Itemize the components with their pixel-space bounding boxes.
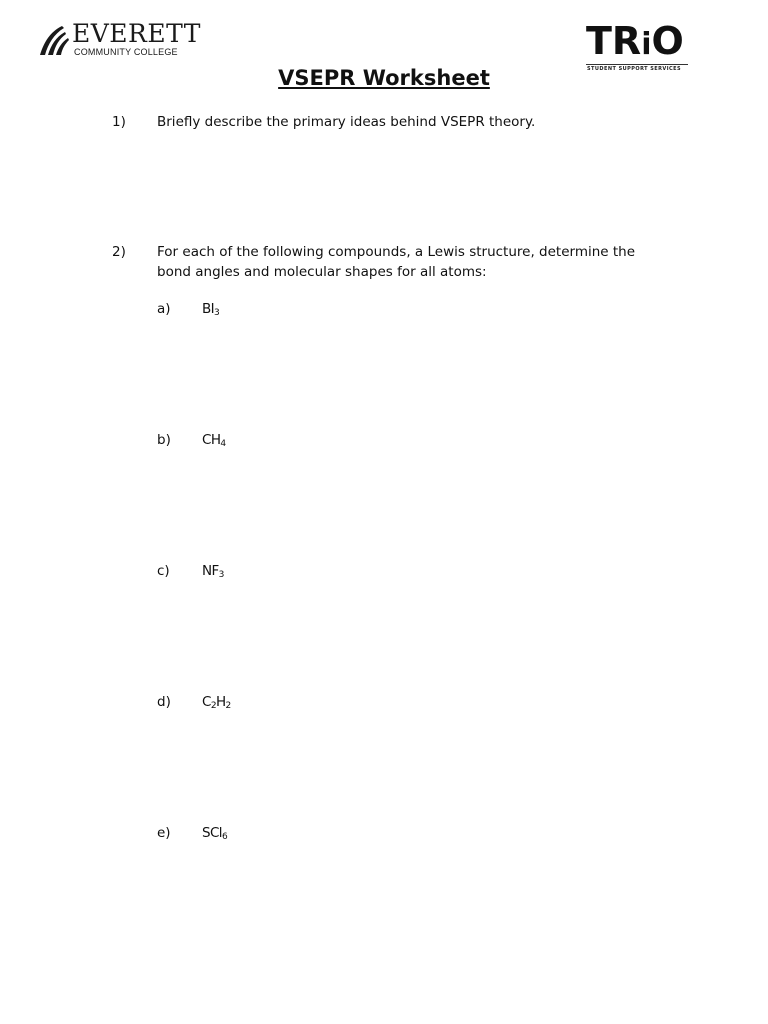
formula-subscript: 6 (221, 832, 228, 842)
part-a-formula: $BI_3$ (202, 301, 220, 318)
formula-subscript: 3 (214, 308, 220, 318)
question-1-text: Briefly describe the primary ideas behind VSEPR theory. (157, 114, 536, 130)
part-b-label: b) (157, 432, 171, 448)
trio-logo-word: TRiO (586, 19, 684, 63)
question-2-number: 2) (112, 244, 126, 260)
part-e-label: e) (157, 825, 171, 841)
formula-subscript: 4 (220, 439, 226, 449)
formula-subscript: 2 (225, 701, 231, 711)
everett-logo (38, 19, 201, 58)
trio-logo-rule (586, 64, 688, 65)
part-b-formula: $CH_4$ (202, 432, 226, 449)
part-e-formula: SCl$_6$ (202, 825, 228, 842)
everett-logo-name: EVERETT (72, 19, 201, 48)
question-1-number: 1) (112, 114, 126, 130)
formula-subscript: 3 (218, 570, 224, 580)
everett-logo-subtitle: COMMUNITY COLLEGE (74, 47, 178, 57)
part-a-label: a) (157, 301, 171, 317)
page-title: VSEPR Worksheet (278, 66, 490, 90)
trio-logo-subtitle: STUDENT SUPPORT SERVICES (587, 66, 682, 72)
everett-arch-icon (38, 24, 72, 56)
question-2-text-line1: For each of the following compounds, a Lewis structure, determine the (157, 244, 636, 260)
part-d-label: d) (157, 694, 171, 710)
part-d-formula: $C_2H_2$ (202, 694, 231, 711)
part-c-label: c) (157, 563, 170, 579)
question-2-text-line2: bond angles and molecular shapes for all atoms: (157, 264, 487, 280)
part-c-formula: $NF_3$ (202, 563, 224, 580)
formula-subscript: 2 (210, 701, 216, 711)
